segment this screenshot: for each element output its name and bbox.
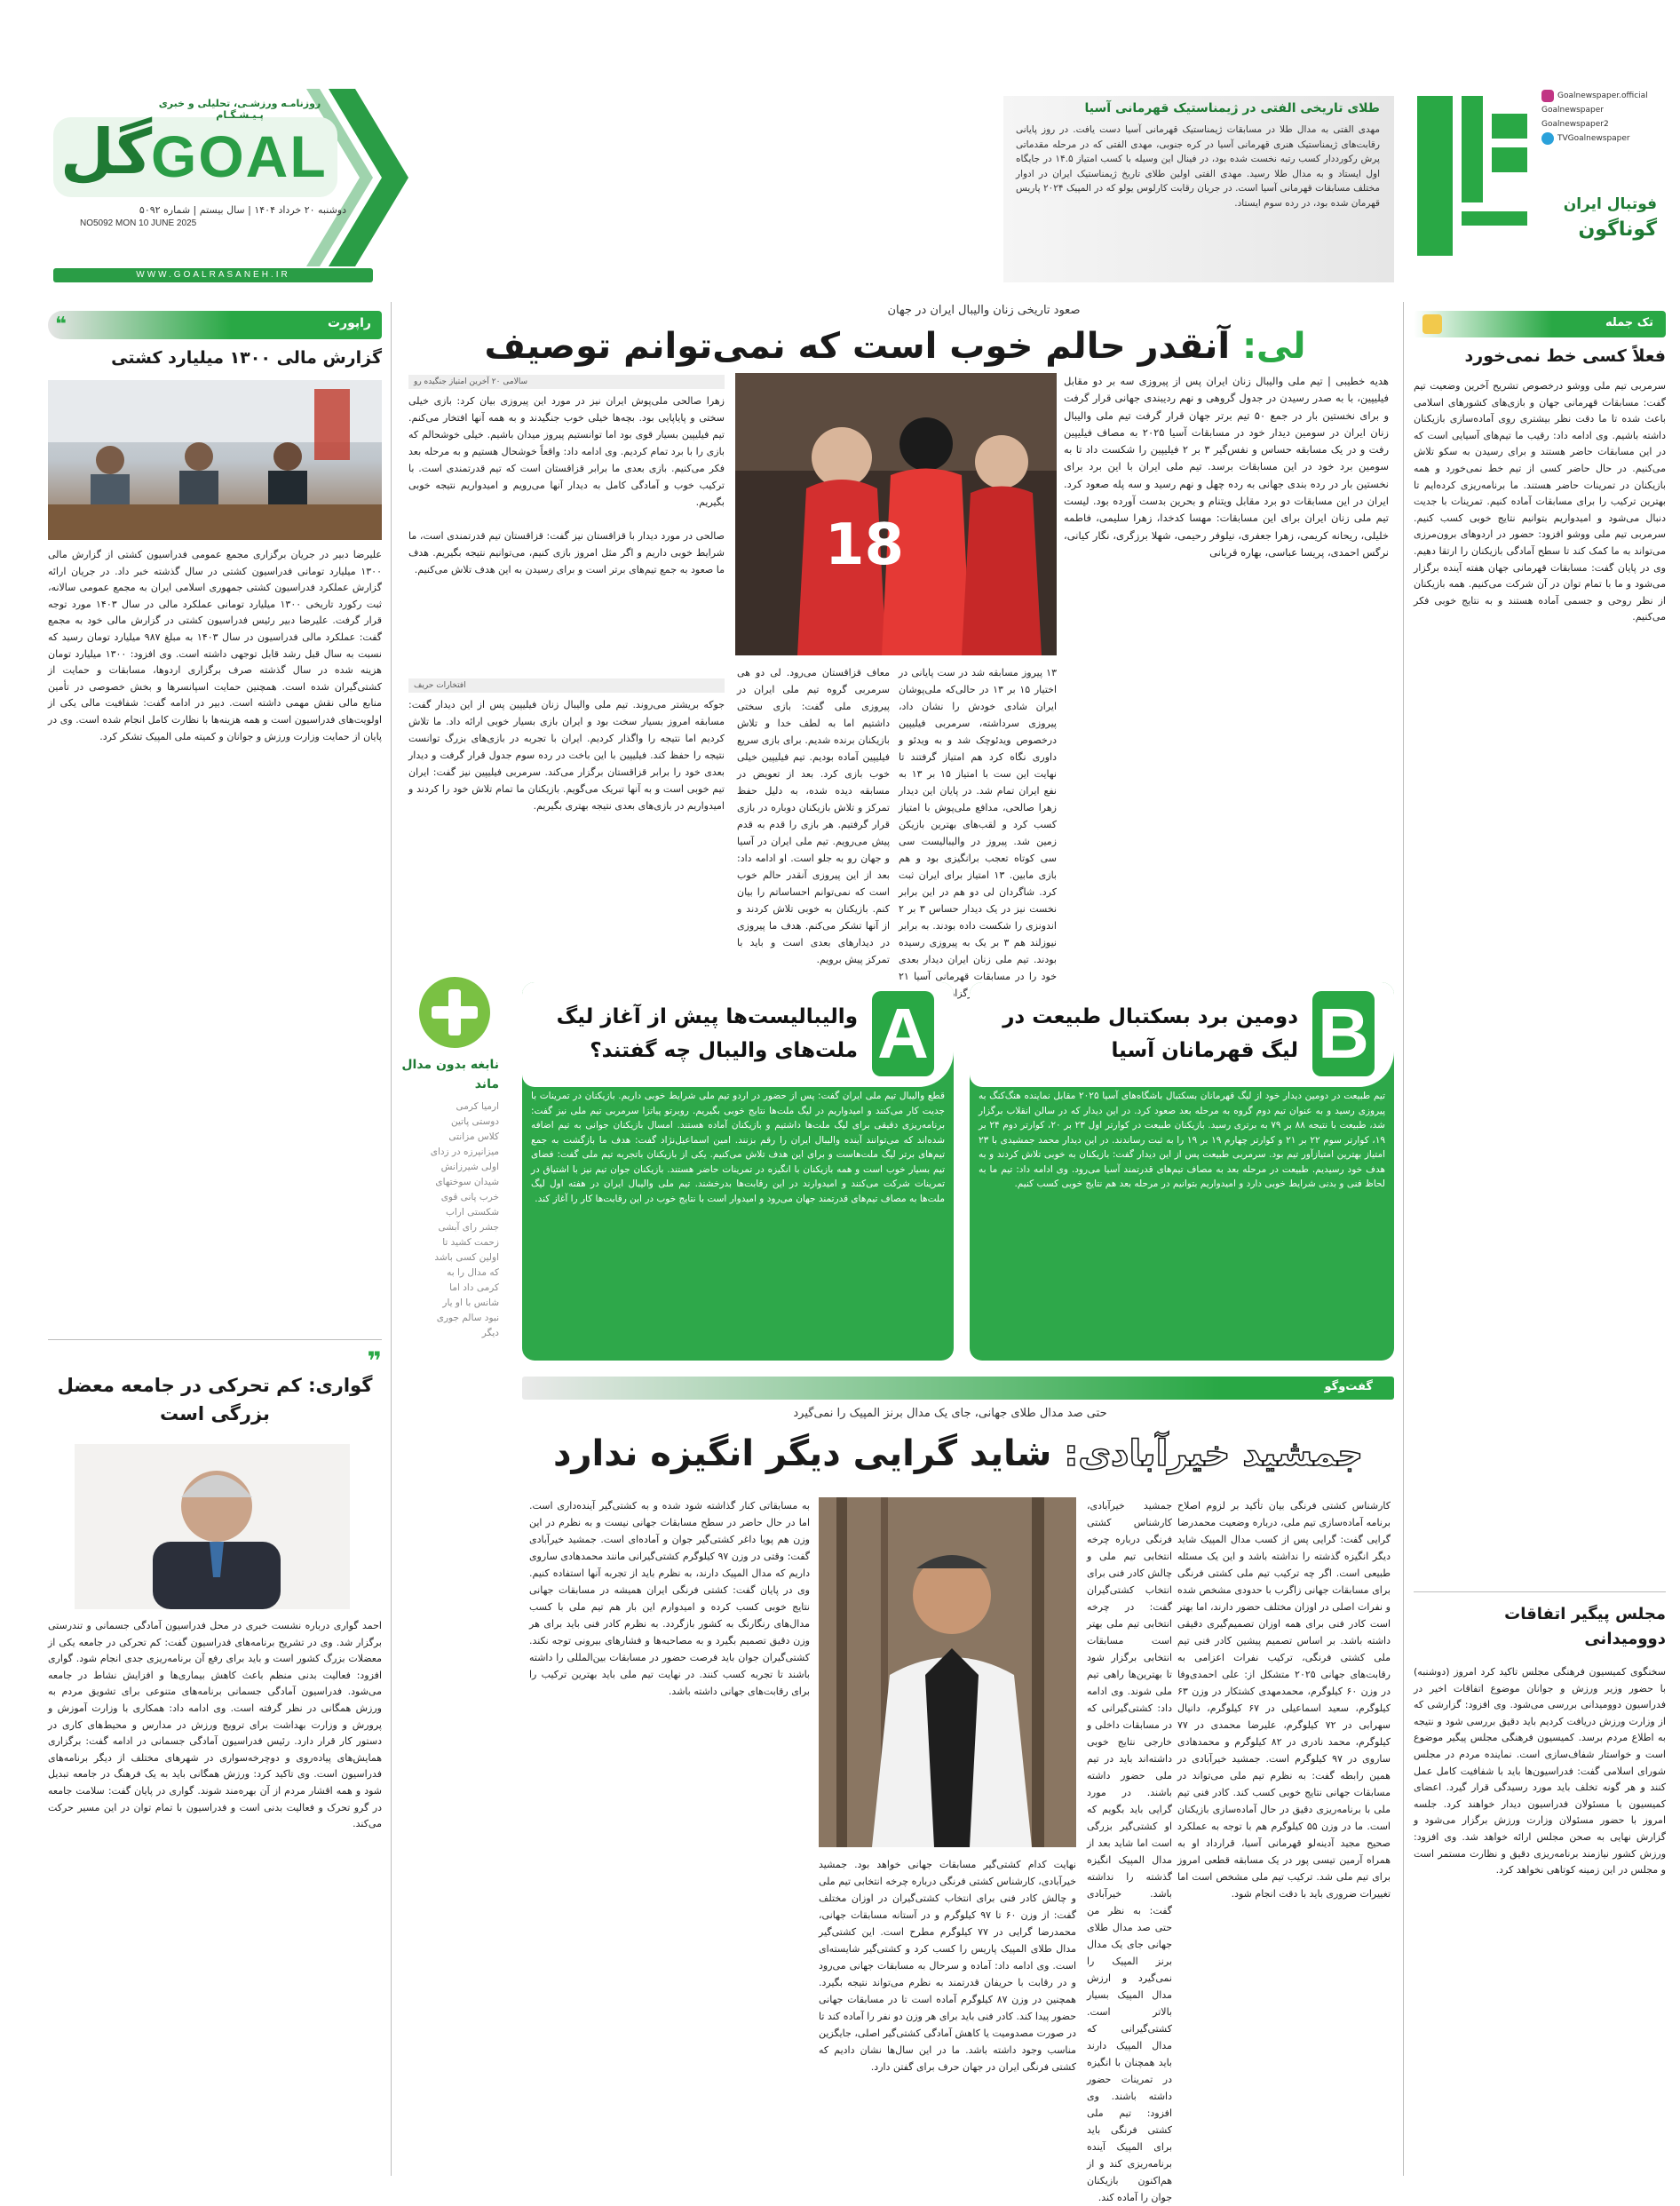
masthead-date: دوشنبه ۲۰ خرداد ۱۴۰۴ | سال بیستم | شماره ۵۰۹۲ — [139, 204, 346, 216]
meeting-photo — [48, 380, 382, 540]
main-kicker: صعود تاریخی زنان والیبال ایران در جهان — [887, 304, 1081, 317]
main-col-3: معاف قزاقستان می‌رود. لی دو هی سرمربی گروه تیم ملی ایران در پیروزی ملی گفت: بازی سختی داشتیم اما به لطف خدا و تلاش بازیکنان برنده شدیم. برای بازی سریع فیلیپین آماده بودیم. تیم فیلیپین خیلی خوب بازی کرد. بعد از تعویض در مسابقه دیده شده، به دلیل حفظ تمرکز و تلاش بازیکنان دوباره در بازی قرار گرفتیم. هر بازی را قدم به قدم پیش می‌رویم. تیم ملی ایران در آسیا و جهان رو به جلو است. او ادامه داد: بعد از این پیروزی آنقدر حالم خوب است که نمی‌توانم احساساتم را بیان کنم. بازیکنان به خوبی تلاش کردند و از آنها تشکر می‌کنم. هدف ما پیروزی در دیدارهای بعدی است و باید با تمرکز پیش برویم. — [737, 667, 890, 965]
sidebar-label-tab — [1414, 311, 1666, 337]
brand-title-1: فوتبال ایران — [1563, 195, 1657, 213]
svg-text:18: 18 — [824, 512, 904, 578]
plus-title[interactable]: نابغه بدون مدال ماند — [401, 1058, 499, 1091]
masthead — [0, 0, 1680, 302]
headline-accent: لی: — [1242, 326, 1306, 367]
lead-news-title[interactable]: طلای تاریخی الفتی در ژیمناستیک قهرمانی آسیا — [1084, 101, 1380, 115]
plus-body: ارمیا کرمی دوستی پاتین کلاس مزانتی میزانپرزه در زدای اولی شیرزانش شیدان سوختهای خرب پانی قوی شکستی اراب جشر رای آبشی زحمت کشید تا اولین کسی باشد که مدال را به کرمی داد اما شانس با او یار نبود سالم جوری دیگر — [430, 1101, 499, 1338]
logo-fa: گل — [60, 115, 153, 188]
left-divider — [48, 1339, 382, 1340]
main-col-4: زهرا صالحی ملی‌پوش ایران نیز در مورد این پیروزی بیان کرد: بازی خیلی سختی و پایاپایی بود. بچه‌ها خیلی خوب جنگیدند و به همه آنها افتخار می‌کنم. تیم فیلیپین بسیار قوی بود اما توانستیم پیروز میدان باشیم. خیلی خوشحالم که بازی را با برد تمام کردیم. وی ادامه داد: واقعاً خوشحال هستیم و به مرحله بعد فکر می‌کنیم. بازی بعدی ما برابر قزاقستان است که تیم قدرتمندی است. با ترکیب خوب و آمادگی کامل به دیدار آنها می‌رویم و امیدواریم نتیجه خوبی بگیریم. صالحی در مورد دیدار با قزاقستان نیز گفت: قزاقستان تیم قدرتمندی است، ما شرایط خوبی داریم و اگر مثل امروز بازی کنیم، می‌توانیم نتیجه بگیریم. هدف ما صعود به جمع تیم‌های برتر است و برای رسیدن به این هدف تلاش می‌کنیم. — [408, 395, 725, 575]
telegram-icon — [1541, 132, 1554, 145]
interview-col-2b: جمشید خیرآبادی، کارشناس کشتی فرنگی درباره چرخه انتخابی تیم ملی و چالش کادر فنی برای انتخاب کشتی‌گیران گفت: در چرخه انتخابی تیم ملی بهتر است مسابقات انتخابی برگزار شود تا بهترین‌ها راهی تیم ملی شوند. وی ادامه داد: کشتی‌گیرانی که در مسابقات داخلی و خارجی نتایج خوبی داشته‌اند باید در تیم ملی حضور داشته باشند. در مورد گرایی باید بگویم که او کشتی‌گیر بزرگی است اما شاید بعد از مدال المپیک انگیزه گذشته را نداشته باشد. خیرآبادی گفت: به نظر من حتی صد مدال طلای جهانی جای یک مدال برنز المپیک را نمی‌گیرد و ارزش مدال المپیک بسیار بالاتر است. کشتی‌گیرانی که مدال المپیک دارند باید همچنان با انگیزه در تمرینات حضور داشته باشند. وی افزود: تیم ملی کشتی فرنگی باید برای المپیک آینده برنامه‌ریزی کند و از هم‌اکنون بازیکنان جوان را آماده کند. — [1087, 1500, 1172, 2203]
instagram-handle[interactable]: Goalnewspaper.official — [1541, 89, 1657, 103]
interview-headline-name: جمشید خیرآبادی: — [1064, 1433, 1364, 1474]
quote-icon: ❝ — [55, 313, 67, 336]
main-col-2: ۱۳ پیروز مسابقه شد در ست پایانی در اختیار ۱۵ بر ۱۳ در حالی‌که ملی‌پوشان ایران شادی خودش را نشان داد، پیروزی سرداشته، سرمربی فیلیپین درخصوص ویدئوچک شد و به ویدئو و داوری نگاه کرد هم امتیاز گرفتند تا نهایت این ست با امتیاز ۱۵ بر ۱۳ به نفع ایران تمام شد. در پایان این دیدار زهرا صالحی، مدافع ملی‌پوش با امتیاز کسب کرد و لقب‌های بهترین بازیکن زمین شد. پیروز در والیبالیست سی سی کوتاه تعجب برانگیزی بود و هم بازی مابین. ۱۳ امتیاز برای ایران ثبت کرد. شاگردان لی دو هم در این برابر نخست نیز در یک دیدار حساس ۳ بر ۲ اندونزی را شکست داده بودند. به برابر نیوزلند هم ۳ بر یک به پیروزی رسیده بودند. تیم ملی زنان ایران دیدار بعدی خود را در مسابقات قهرمانی آسیا ۲۱ برگزار — [899, 667, 1058, 999]
interview-col-1: کارشناس کشتی فرنگی بیان تأکید بر لزوم اصلاح برنامه آماده‌سازی تیم ملی، درباره وضعیت محمدرضا گرایی گفت: گرایی پس از کسب مدال المپیک شاید دیگر انگیزه گذشته را نداشته باشد و این یک مسئله طبیعی است. اگر چه ترکیب تیم ملی کشتی فرنگی برای مسابقات جهانی زاگرب با حدودی مشخص شده و نفرات اصلی در اوزان مختلف حضور دارند، اما بهتر است کادر فنی برای همه اوزان تصمیم‌گیری دقیقی داشته باشد. بر اساس تصمیم پیشین کادر فنی تیم ملی کشتی فرنگی، ترکیب نفرات اعزامی به رقابت‌های جهانی ۲۰۲۵ متشکل از: علی احمدی‌وفا در وزن ۶۰ کیلوگرم، محمدمهدی کشتکار در وزن ۶۳ کیلوگرم، سعید اسماعیلی در ۶۷ کیلوگرم، دانیال سهرابی در ۷۲ کیلوگرم، علیرضا محمدی در ۷۷ کیلوگرم، محمد نادری در ۸۲ کیلوگرم و محمدهادی ساروی در ۹۷ کیلوگرم است. جمشید خیرآبادی در همین رابطه گفت: به نظرم تیم ملی می‌تواند در مسابقات جهانی نتایج خوبی کسب کند. کادر فنی تیم ملی با برنامه‌ریزی دقیق در حال آماده‌سازی بازیکنان است. ما در وزن ۵۵ کیلوگرم هم با توجه به عملکرد صحیح مجید آدینه‌لو قهرمانی آسیا، قرارداد او به همراه آرمین تیسی پور در یک مسابقه قطعی امروز برای تیم ملی شد. ترکیب تیم ملی مشخص است اما تغییرات ضروری باید با دقت انجام شود. — [1177, 1500, 1391, 1900]
column-divider — [1403, 302, 1404, 2176]
left-label: راپورت — [327, 316, 371, 330]
interview-col-4: به مسابقاتی کنار گذاشته شود شده و به کشتی‌گیر آینده‌داری است. اما در حال حاضر در سطح مسابقات جهانی نیست و به نظرم در این وزن هم پویا داغر کشتی‌گیر جوان و آماده‌ای است. جمشید خیرآبادی گفت: وقتی در وزن ۹۷ کیلوگرم کشتی‌گیرانی مانند محمدهادی ساروی داریم که مدال المپیک دارند، به نظرم باید از تجربه آنها استفاده کنیم. وی در پایان گفت: کشتی فرنگی ایران همیشه در مسابقات جهانی نتایج خوبی کسب کرده و امیدوارم این بار هم تیم ملی با کسب مدال‌های رنگارنگ به کشور بازگردد. به نظرم کادر فنی باید برای هر وزن دقیق تصمیم بگیرد و به مصاحبه‌ها و فشارهای بیرونی توجه نکند. کشتی‌گیران جوان باید فرصت حضور در مسابقات بین‌المللی را داشته باشند تا تجربه کسب کنند. در نهایت تیم ملی باید بهترین ترکیب را برای رقابت‌های جهانی داشته باشد. — [529, 1500, 810, 1697]
brand-box — [1417, 80, 1666, 284]
interview-col-3: نهایت کدام کشتی‌گیر مسابقات جهانی خواهد بود. جمشید خیرآبادی، کارشناس کشتی فرنگی درباره چرخه انتخابی تیم ملی و چالش کادر فنی برای انتخاب کشتی‌گیران در اوزان مختلف گفت: از وزن ۶۰ تا ۹۷ کیلوگرم و در آستانه مسابقات جهانی، محمدرضا گرایی در ۷۷ کیلوگرم مطرح است. این کشتی‌گیر مدال طلای المپیک پاریس را کسب کرد و کشتی‌گیر شایسته‌ای است. وی ادامه داد: آماده و سرحال به مسابقات جهانی می‌رود و در رقابت با حریفان قدرتمند به نظرم می‌تواند نتیجه بگیرد. همچنین در وزن ۸۷ کیلوگرم آماده است تا در مسابقات جهانی حضور پیدا کند. کادر فنی باید برای هر وزن دو نفر را آماده کند تا در صورت مصدومیت یا کاهش آمادگی کشتی‌گیر اصلی، جایگزین مناسب وجود داشته باشد. ما در این سال‌ها نشان دادیم که کشتی فرنگی ایران در جهان حرف برای گفتن دارد. — [819, 1859, 1076, 2073]
khairabadi-photo — [819, 1497, 1076, 1847]
website-bar — [53, 268, 373, 282]
left-sub-headline[interactable]: گواری: کم تحرکی در جامعه معضل بزرگی است — [57, 1375, 373, 1424]
sidebar-headline[interactable]: فعلاً کسی خط نمی‌خورد — [1464, 346, 1666, 366]
right-sidebar — [1414, 311, 1666, 2176]
column-divider-left — [391, 302, 392, 2176]
quote-mark-icon: ❞ — [367, 1346, 382, 1376]
volleyball-photo — [735, 373, 1057, 655]
sidebar-divider — [1414, 1591, 1666, 1592]
meeting-photo-image — [48, 380, 382, 540]
logo-en: GOAL — [151, 123, 328, 189]
left-sidebar — [48, 311, 382, 2176]
quote-icon — [1422, 314, 1442, 334]
brand-logo-icon — [1417, 96, 1533, 256]
sidebar-sub-body: سخنگوی کمیسیون فرهنگی مجلس تاکید کرد امروز (دوشنبه) با حضور وزیر ورزش و جوانان موضوع اتفاقات اخیر در فدراسیون دوومیدانی بررسی می‌شود. وی افزود: گزارشی که از وزارت ورزش دریافت کردیم باید دقیق بررسی شود و نتیجه به اطلاع مردم برسد. کمیسیون فرهنگی مجلس پیگیر موضوع است و خواستار شفاف‌سازی است. نماینده مردم در مجلس شورای اسلامی گفت: فدراسیون‌ها باید با شفافیت کامل عمل کنند و هر گونه تخلف باید مورد رسیدگی قرار گیرد. اعضای کمیسیون با مسئولان فدراسیون دیدار خواهند کرد. جلسه امروز با حضور مسئولان وزارت ورزش برگزار می‌شود و گزارش نهایی به صحن مجلس ارائه خواهد شد. وی افزود: ورزش کشور نیازمند برنامه‌ریزی دقیق و نظارت مستمر است و مجلس در این زمینه کوتاهی نخواهد کرد. — [1414, 1666, 1666, 1877]
box-b-letter: B — [1312, 991, 1375, 1076]
sidebar-body: سرمربی تیم ملی ووشو درخصوص تشریح آخرین وضعیت تیم گفت: مسابقات قهرمانی جهان و بازی‌های کشورهای اسلامی باعث شده تا ما دقت نظر بیشتری روی آماده‌سازی بازیکنان داشته باشیم. وی ادامه داد: رقیب ما تیم‌های آسیایی است که در این مسابقات حاضر هستند و برای رسیدن به سکو تلاش می‌کنیم. در حال حاضر کسی از تیم خط نمی‌خورد و همه بازیکنان در تمرینات حاضر هستند. ما برنامه‌ریزی کرده‌ایم تا بهترین ترکیب را برای مسابقات آماده کنیم. تمرینات با جدیت دنبال می‌شود و امیدواریم بتوانیم نتایج خوبی کسب کنیم. سرمربی تیم ملی ووشو افزود: حضور در اردوهای برون‌مرزی می‌تواند به ما کمک کند تا سطح آمادگی بازیکنان را ارتقا دهیم. وی در پایان گفت: مسابقات قهرمانی جهان هفته آینده برگزار می‌شود و ما با تمام توان در آن شرکت می‌کنیم. همه بازیکنان از نظر روحی و جسمی آماده هستند و به نتایج خوبی فکر می‌کنیم. — [1414, 380, 1666, 623]
website-handle[interactable]: Goalnewspaper — [1541, 106, 1604, 115]
interview-label-bar — [522, 1377, 1394, 1400]
caption-rival: افتخارات حریف — [408, 678, 725, 693]
box-a — [522, 982, 954, 1361]
box-a-letter: A — [872, 991, 934, 1076]
left-label-tab — [48, 311, 382, 339]
lead-news-body: مهدی الفتی به مدال طلا در مسابقات ژیمناستیک قهرمانی آسیا دست یافت. در روز پایانی رقابت‌های ژیمناستیک هنری قهرمانی آسیا در کره جنوبی، مهدی الفتی که در مرحله مقدماتی پرش رکورددار کسب رتبه نخست شده بود، در فینال این وسیله با کسب امتیاز ۱۴.۵ در جایگاه اول ایستاد و به مدال طلا رسید. مهدی الفتی اولین طلای تاریخ ژیمناستیک ایران در ادوار مختلف مسابقات قهرمانی آسیا است. در جریان رقابت کارلوس یولو که در المپیک ۲۰۲۴ پاریس قهرمان شده بود، در رده سوم ایستاد. — [1016, 124, 1380, 209]
plus-icon[interactable] — [419, 977, 490, 1048]
left-sub-body: احمد گواری درباره نشست خبری در محل فدراسیون آمادگی جسمانی و تندرستی برگزار شد. وی در تشریح برنامه‌های فدراسیون گفت: کم تحرکی در جامعه یکی از معضلات بزرگ کشور است و باید برای رفع آن برنامه‌ریزی جدی انجام شود. گواری افزود: فعالیت بدنی منظم باعث کاهش بیماری‌ها و افزایش نشاط در جامعه می‌شود. فدراسیون آمادگی جسمانی برنامه‌های متنوعی برای تشویق مردم به ورزش همگانی در نظر گرفته است. وی ادامه داد: همکاری با وزارت آموزش و پرورش و وزارت بهداشت برای ترویج ورزش در مدارس و محیط‌های کاری در دستور کار قرار دارد. رئیس فدراسیون آمادگی جسمانی در ادامه گفت: برگزاری همایش‌های پیاده‌روی و دوچرخه‌سواری در شهرهای مختلف از دیگر برنامه‌های فدراسیون است. وی تاکید کرد: ورزش همگانی باید به یک فرهنگ در جامعه تبدیل شود و همه اقشار مردم از آن بهره‌مند شوند. گواری در پایان گفت: سلامت جامعه در گرو تحرک و فعالیت بدنی است و فدراسیون با تمام توان در این مسیر حرکت می‌کند. — [48, 1620, 382, 1830]
sidebar-label: تک جمله — [1605, 316, 1653, 329]
interview-headline-rest: شاید گرایی دیگر انگیزه ندارد — [552, 1433, 1052, 1474]
telegram-handle[interactable]: TVGoalnewspaper — [1541, 131, 1657, 146]
website-handle-2[interactable]: Goalnewspaper2 — [1541, 120, 1609, 129]
box-a-body: قطع والیبال تیم ملی ایران گفت: پس از حضور در اردو تیم ملی شرایط خوبی داریم. بازیکنان در تمرینات با جدیت کار می‌کنند و امیدواریم در لیگ ملت‌ها نتایج خوبی بگیریم. روبرتو پیاتزا سرمربی تیم ملی نیز گفت: برنامه‌ریزی دقیقی برای لیگ ملت‌ها داشتیم و بازیکنان آماده هستند. امسال بازیکنان جوانی به تیم اضافه شده‌اند که می‌توانند آینده والیبال ایران را رقم بزنند. امین اسماعیل‌نژاد گفت: هدف ما بازگشت به جمع تیم‌های برتر لیگ ملت‌هاست و برای این هدف تلاش می‌کنیم. یکی از بازیکنان باتجربه تیم ملی گفت: فضای تیم بسیار خوب است و همه بازیکنان با انگیزه در تمرینات حاضر هستند. بازیکنان جوان تیم نیز با اشتیاق در تمرینات شرکت می‌کنند و امیدوارند در این رقابت‌ها بدرخشند. تیم ملی والیبال ایران در هفته اول لیگ ملت‌ها به مصاف تیم‌های قدرتمند جهان می‌رود و امیدوار است با نتایج خوب در این رقابت‌ها کار را آغاز کند. — [531, 1091, 945, 1204]
plus-feature — [401, 977, 508, 1439]
photo-caption: سالامی ۲۰ آخرین امتیاز جنگیده رو — [408, 375, 725, 389]
box-b-body: تیم طبیعت در دومین دیدار خود از لیگ قهرمانان بسکتبال باشگاه‌های آسیا ۲۰۲۵ مقابل نماینده هنگ‌کنگ به پیروزی رسید و به عنوان تیم دوم گروه به مرحله بعد صعود کرد. در این دیدار که در سالن انقلاب برگزار شد، طبیعت با نتیجه ۸۸ بر ۷۹ به برتری رسید. بازیکنان طبیعت در کوارتر اول ۲۳ بر ۲۰، کوارتر دوم ۲۴ بر ۱۹، کوارتر سوم ۲۲ بر ۲۱ و کوارتر چهارم ۱۹ بر ۱۹ را به ثبت رساندند. در این دیدار محمد جمشیدی با ۲۳ امتیاز بهترین امتیازآور تیم بود. سرمربی طبیعت پس از این دیدار گفت: بازیکنان به خوبی تلاش کردند و به هدف خود رسیدیم. طبیعت در مرحله بعد به مصاف تیم‌های قدرتمند آسیا می‌رود. وی ادامه داد: تیم ما به لحاظ فنی و بدنی شرایط خوبی دارد و امیدواریم بتوانیم در مرحله بعد هم نتایج خوبی کسب کنیم. — [979, 1091, 1385, 1189]
box-b-title[interactable]: دومین برد بسکتبال طبیعت در لیگ قهرمانان آسیا — [1002, 1005, 1298, 1062]
interview-headline[interactable] — [522, 1428, 1394, 1480]
interview-kicker: حتی صد مدال طلای جهانی، جای یک مدال برنز المپیک را نمی‌گیرد — [793, 1407, 1107, 1420]
lead-news — [737, 96, 1394, 291]
logo-block[interactable] — [53, 89, 408, 266]
brand-title-2: گوناگون — [1578, 218, 1657, 241]
interview-label: گفت‌وگو — [1324, 1380, 1373, 1393]
left-body: علیرضا دبیر در جریان برگزاری مجمع عمومی فدراسیون کشتی از گزارش مالی ۱۳۰۰ میلیارد تومانی فدراسیون کشتی در سال گذشته خبر داد. در جریان ارائه گزارش عملکرد فدراسیون کشتی جمهوری اسلامی ایران به مجمع عمومی سالانه، ثبت رکورد تاریخی ۱۳۰۰ میلیارد تومانی عملکرد مالی در سال ۱۴۰۳ مورد توجه قرار گرفت. علیرضا دبیر رئیس فدراسیون کشتی در گزارش مالی خود به مجمع گفت: عملکرد مالی فدراسیون در سال ۱۴۰۳ به مبلغ ۹۸۷ میلیارد تومان رسید که نسبت به سال قبل رشد قابل توجهی داشته است. وی افزود: ۱۳۰۰ میلیارد تومان هزینه شده در سال گذشته صرف برگزاری اردوها، مسابقات و حمایت از کشتی‌گیران شده است. همچنین حمایت اسپانسرها و بخش خصوصی در تأمین منابع مالی نقش مهمی داشته است. دبیر در ادامه گفت: شفافیت مالی یکی از اولویت‌های فدراسیون است و همه هزینه‌ها با نظارت کامل انجام شده است. وی در پایان از حمایت وزارت ورزش و جوانان و کمیته ملی المپیک تشکر کرد. — [48, 549, 383, 742]
gavari-photo — [75, 1444, 350, 1609]
sidebar-sub-headline[interactable]: مجلس پیگیر اتفاقات دوومیدانی — [1504, 1605, 1666, 1648]
headline-text: آنقدر حالم خوب است که نمی‌توانم توصیف — [484, 326, 1231, 367]
masthead-tagline: روزنامـه ورزشـی، تحلیلی و خبری پـیـشـگـام — [158, 98, 321, 121]
social-list — [1541, 89, 1657, 146]
website-link[interactable]: WWW.GOALRASANEH.IR — [136, 270, 290, 280]
box-b — [970, 982, 1394, 1361]
box-a-title[interactable]: والیبالیست‌ها پیش از آغاز لیگ ملت‌های والیبال چه گفتند؟ — [556, 1005, 858, 1062]
interview-section — [522, 1377, 1394, 2203]
left-headline[interactable]: گزارش مالی ۱۳۰۰ میلیارد کشتی — [111, 348, 382, 368]
main-col-1: هدیه خطیبی | تیم ملی والیبال زنان ایران پس از پیروزی سه بر دو مقابل فیلیپین، با به صدر رسیدن در جدول گروهی و نهم ردیبندی جهانی قرار گرفت و برای نخستین بار در جمع ۵۰ تیم برتر جهان قرار گرفت تیم ملی والیبال زنان ایران در سومین دیدار خود در مسابقات آسیا ۲۰۲۵ به مصاف فیلیپین رفت و در یک مسابقه حساس و نفس‌گیر ۳ بر ۲ فیلیپین را شکست داد تا به سومین برد خود در این مسابقات برسد. تیم ملی ایران با این برد برای نخستین بار در رده بندی جهانی به رده چهل و نهم رسید و سه پله صعود کرد. ایران در این مسابقات دو برد مقابل ویتنام و بحرین بدست آورده بود. لیست تیم ملی زنان ایران برای این مسابقات: مهسا کدخدا، زهرا سلیمی، فاطمه خلیلی، ریحانه کریمی، زهرا جعفری، نیلوفر رحیمی، شهلا برزگری، نگار کیانی، نرگس احمدی، پریسا عباسی، بهاره قربانی — [1064, 375, 1389, 559]
masthead-en-date: NO5092 MON 10 JUNE 2025 — [80, 218, 197, 228]
instagram-icon — [1541, 90, 1554, 102]
main-col-4b: جوکه بریشتر می‌روند. تیم ملی والیبال زنان فیلیپین پس از این دیدار گفت: مسابقه امروز بسیار سخت بود و ایران بازی بسیار خوبی ارائه داد. ما تلاش کردیم اما نتیجه را واگذار کردیم. ایران با تجربه در بازی‌های بزرگ توانست نتیجه را حفظ کند. فیلیپین با این باخت در رده سوم جدول قرار گرفت و دیدار بعدی خود را برابر قزاقستان برگزار می‌کند. سرمربی فیلیپین نیز گفت: ایران تیم خوبی است و به آنها تبریک می‌گویم. بازیکنان ما تمام تلاش خود را کردند و امیدواریم در بازی‌های بعدی نتیجه بهتری بگیریم. — [408, 699, 725, 812]
